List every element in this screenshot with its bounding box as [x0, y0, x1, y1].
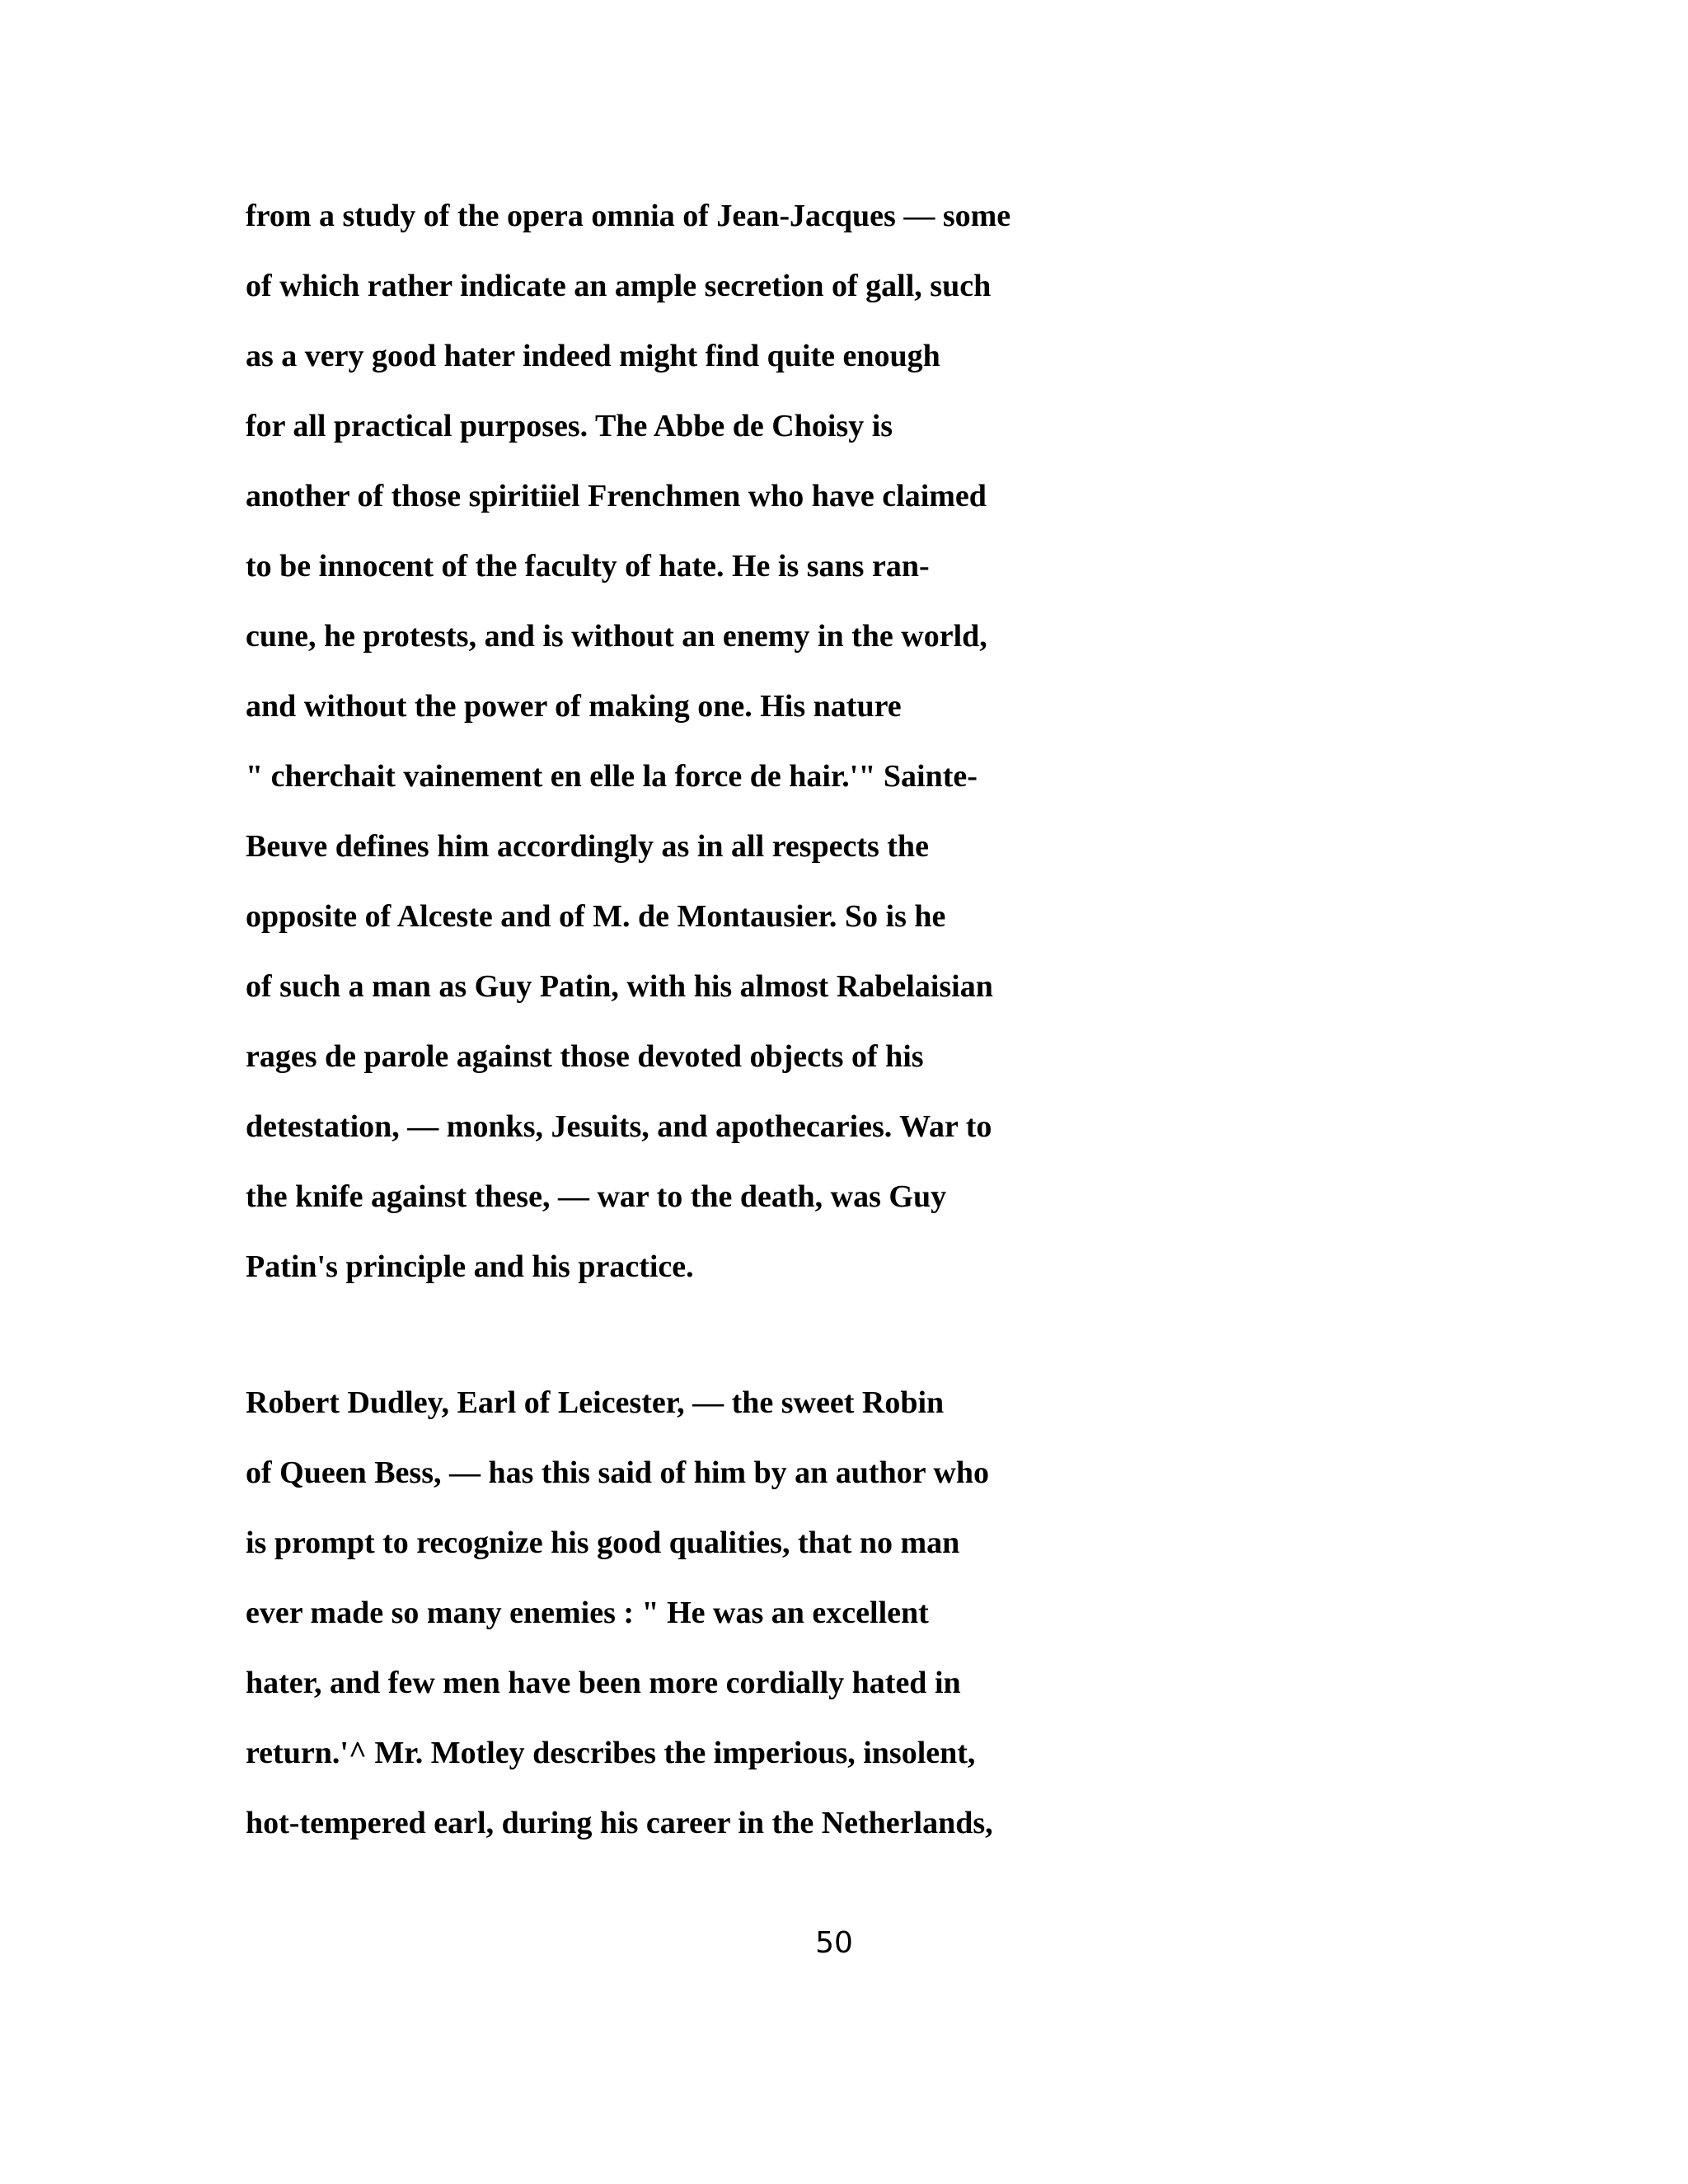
text-line: and without the power of making one. His nature	[246, 689, 902, 724]
text-line: the knife against these, — war to the death, was Guy	[246, 1179, 947, 1214]
text-line: return.'^ Mr. Motley describes the imperious, insolent,	[246, 1736, 976, 1770]
text-line: " cherchait vainement en elle la force de hair.'" Sainte-	[246, 759, 978, 794]
text-line: to be innocent of the faculty of hate. He is sans ran-	[246, 549, 930, 583]
text-line: of Queen Bess, — has this said of him by an author who	[246, 1455, 989, 1490]
paragraph-2	[246, 1378, 993, 1868]
text-line: hater, and few men have been more cordially hated in	[246, 1666, 961, 1700]
text-line: rages de parole against those devoted objects of his	[246, 1039, 924, 1074]
text-line: for all practical purposes. The Abbe de Choisy is	[246, 409, 893, 443]
page-number: 50	[815, 1926, 853, 1960]
text-line: ever made so many enemies : " He was an excellent	[246, 1596, 929, 1630]
text-line: of such a man as Guy Patin, with his almost Rabelaisian	[246, 969, 993, 1004]
text-line: from a study of the opera omnia of Jean-Jacques — some	[246, 199, 1011, 233]
text-line: Patin's principle and his practice.	[246, 1249, 694, 1284]
text-line: detestation, — monks, Jesuits, and apothecaries. War to	[246, 1109, 992, 1144]
paragraph-1	[246, 191, 1010, 1312]
text-line: hot-tempered earl, during his career in the Netherlands,	[246, 1806, 993, 1840]
text-line: as a very good hater indeed might find quite enough	[246, 339, 940, 373]
text-line: another of those spiritiiel Frenchmen who have claimed	[246, 479, 987, 513]
text-line: cune, he protests, and is without an enemy in the world,	[246, 619, 987, 654]
text-line: of which rather indicate an ample secretion of gall, such	[246, 269, 992, 303]
text-line: opposite of Alceste and of M. de Montausier. So is he	[246, 899, 946, 934]
text-line: Robert Dudley, Earl of Leicester, — the sweet Robin	[246, 1385, 945, 1420]
text-line: is prompt to recognize his good qualities, that no man	[246, 1526, 960, 1560]
text-line: Beuve defines him accordingly as in all respects the	[246, 829, 929, 864]
